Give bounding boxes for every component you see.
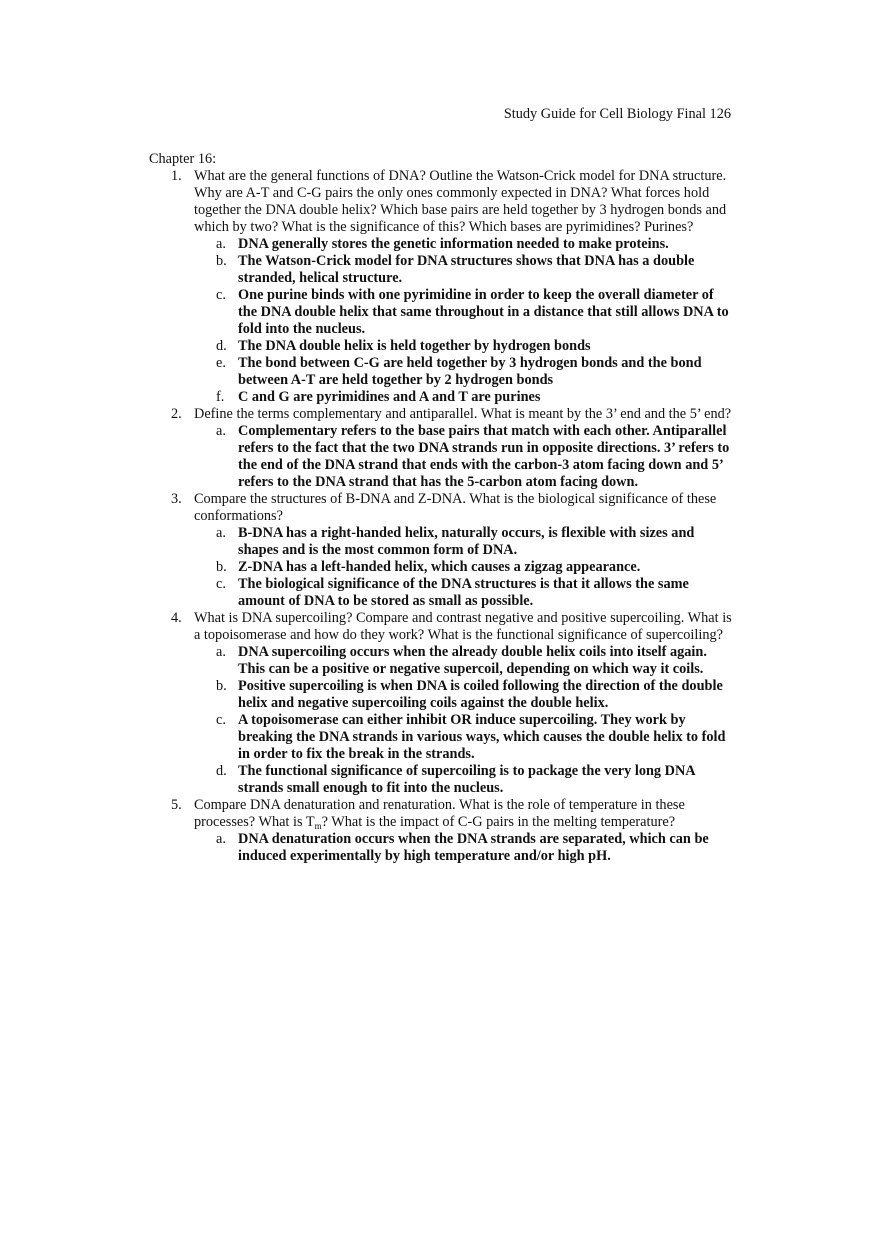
answer-item: [194, 287, 734, 338]
answer-list: [194, 525, 734, 610]
answer-text: DNA generally stores the genetic information needed to make proteins.: [238, 236, 669, 252]
answer-letter: c.: [216, 712, 226, 728]
answer-text: The functional significance of supercoiling is to package the very long DNA strands small enough to fit into the nucleus.: [238, 763, 695, 796]
answer-text: C and G are pyrimidines and A and T are purines: [238, 389, 541, 405]
question-number: 5.: [171, 797, 182, 813]
answer-letter: e.: [216, 355, 226, 371]
answer-list: [194, 423, 734, 491]
answer-text: The DNA double helix is held together by hydrogen bonds: [238, 338, 591, 354]
question-text: Define the terms complementary and antiparallel. What is meant by the 3’ end and the 5’ end?: [194, 406, 732, 422]
answer-letter: a.: [216, 423, 226, 439]
answer-item: [194, 831, 734, 865]
question-item: [149, 491, 734, 610]
melting-temp-subscript: m: [314, 821, 322, 831]
answer-letter: d.: [216, 763, 227, 779]
chapter-heading: Chapter 16:: [149, 151, 217, 167]
answer-letter: b.: [216, 678, 227, 694]
answer-text: Z-DNA has a left-handed helix, which causes a zigzag appearance.: [238, 559, 641, 575]
question-number: 1.: [171, 168, 182, 184]
answer-text: B-DNA has a right-handed helix, naturally occurs, is flexible with sizes and shapes and is the most common form of DNA.: [238, 525, 695, 558]
question-text: Compare the structures of B-DNA and Z-DNA. What is the biological significance of these conformations?: [194, 491, 717, 524]
answer-letter: f.: [216, 389, 225, 405]
answer-list: [194, 644, 734, 797]
answer-item: [194, 236, 734, 253]
question-item: [149, 406, 734, 491]
question-number: 3.: [171, 491, 182, 507]
answer-item: [194, 678, 734, 712]
answer-item: [194, 253, 734, 287]
answer-letter: d.: [216, 338, 227, 354]
question-text: What is DNA supercoiling? Compare and contrast negative and positive supercoiling. What is a topoisomerase and how do they work? What is the functional significance of supercoiling?: [194, 610, 732, 643]
question-item: [149, 610, 734, 797]
question-item: [149, 168, 734, 406]
answer-text: The biological significance of the DNA structures is that it allows the same amount of DNA to be stored as small as possible.: [238, 576, 689, 609]
answer-text: One purine binds with one pyrimidine in order to keep the overall diameter of the DNA double helix that same throughout in a distance that still allows DNA to fold into the nucleus.: [238, 287, 729, 337]
answer-item: [194, 576, 734, 610]
answer-text: A topoisomerase can either inhibit OR induce supercoiling. They work by breaking the DNA strands in various ways, which causes the double helix to fold in order to fix the break in the strands.: [238, 712, 726, 762]
answer-item: [194, 525, 734, 559]
answer-letter: a.: [216, 831, 226, 847]
question-text: [194, 797, 734, 831]
answer-letter: b.: [216, 253, 227, 269]
answer-item: [194, 423, 734, 491]
answer-text: Complementary refers to the base pairs that match with each other. Antiparallel refers to the fact that the two DNA strands run in opposite directions. 3’ refers to the end of the DNA strand that ends with the carbon-3 atom facing down and 5’ refers to the DNA strand that has the 5-carbon atom facing down.: [238, 423, 730, 490]
question-text: What are the general functions of DNA? Outline the Watson-Crick model for DNA structure. Why are A-T and C-G pairs the only ones commonly expected in DNA? What forces hold together the DNA double helix? Which base pairs are held together by 3 hydrogen bonds and which by two? What is the significance of this? Which bases are pyrimidines? Purines?: [194, 168, 727, 235]
answer-text: DNA supercoiling occurs when the already double helix coils into itself again. This can be a positive or negative supercoil, depending on which way it coils.: [238, 644, 707, 677]
answer-list: [194, 236, 734, 406]
answer-item: [194, 338, 734, 355]
question-item: [149, 797, 734, 865]
answer-item: [194, 644, 734, 678]
answer-letter: b.: [216, 559, 227, 575]
answer-letter: c.: [216, 576, 226, 592]
answer-text: The bond between C-G are held together by 3 hydrogen bonds and the bond between A-T are held together by 2 hydrogen bonds: [238, 355, 702, 388]
question-number: 2.: [171, 406, 182, 422]
answer-letter: a.: [216, 525, 226, 541]
question-number: 4.: [171, 610, 182, 626]
question-text-end: ? What is the impact of C-G pairs in the melting temperature?: [321, 814, 676, 830]
answer-text: The Watson-Crick model for DNA structures shows that DNA has a double stranded, helical structure.: [238, 253, 695, 286]
answer-letter: a.: [216, 236, 226, 252]
answer-letter: c.: [216, 287, 226, 303]
answer-item: [194, 763, 734, 797]
answer-item: [194, 389, 734, 406]
answer-list: [194, 831, 734, 865]
answer-item: [194, 355, 734, 389]
answer-text: Positive supercoiling is when DNA is coiled following the direction of the double helix and negative supercoiling coils against the double helix.: [238, 678, 723, 711]
answer-item: [194, 712, 734, 763]
question-list: [149, 168, 734, 865]
question-text-start: Compare DNA denaturation and renaturation. What is the role of temperature in these processes? What is T: [194, 797, 685, 830]
answer-letter: a.: [216, 644, 226, 660]
answer-text: DNA denaturation occurs when the DNA strands are separated, which can be induced experimentally by high temperature and/or high pH.: [238, 831, 709, 864]
answer-item: [194, 559, 734, 576]
running-header: Study Guide for Cell Biology Final 126: [503, 106, 731, 122]
